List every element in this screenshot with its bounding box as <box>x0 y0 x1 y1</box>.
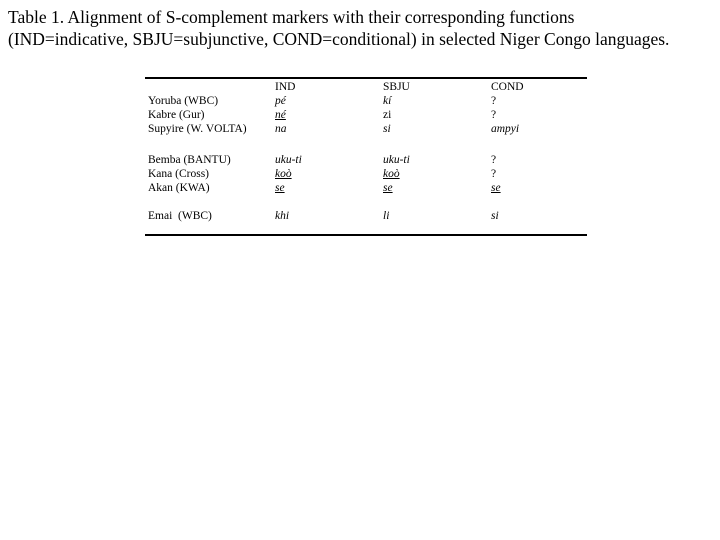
group-3-languages <box>148 209 212 223</box>
ind-cell: khi <box>275 210 290 222</box>
language-cell: Supyire (W. VOLTA) <box>148 123 247 135</box>
language-cell: Emai (WBC) <box>148 210 212 222</box>
ind-cell: se <box>275 182 285 194</box>
cond-cell: se <box>491 182 501 194</box>
header-sbju <box>383 80 410 94</box>
caption-line-2: (IND=indicative, SBJU=subjunctive, COND=conditional) in selected Niger Congo languages. <box>8 29 670 49</box>
complement-markers-table <box>145 77 587 237</box>
cond-cell: ? <box>491 95 497 107</box>
table-top-rule <box>145 77 587 79</box>
group-2-cond <box>491 153 501 195</box>
sbju-cell: kí <box>383 95 392 107</box>
group-1-ind <box>275 94 287 136</box>
ind-cell: pé <box>275 95 286 107</box>
sbju-cell: li <box>383 210 390 222</box>
group-2-ind <box>275 153 302 195</box>
table-caption <box>8 6 713 50</box>
table-bottom-rule <box>145 234 587 236</box>
language-cell: Bemba (BANTU) <box>148 154 231 166</box>
group-3-cond <box>491 209 499 223</box>
cond-cell: ampyi <box>491 123 520 135</box>
cond-cell: ? <box>491 168 497 180</box>
cond-cell: ? <box>491 109 497 121</box>
sbju-cell: si <box>383 123 391 135</box>
header-cond <box>491 80 524 94</box>
sbju-cell: se <box>383 182 393 194</box>
ind-cell: uku-ti <box>275 154 302 166</box>
sbju-cell: zi <box>383 109 392 121</box>
cond-cell: si <box>491 210 499 222</box>
ind-cell: na <box>275 123 287 135</box>
language-cell: Akan (KWA) <box>148 182 210 194</box>
language-cell: Kana (Cross) <box>148 168 209 180</box>
group-1-cond <box>491 94 519 136</box>
ind-cell: né <box>275 109 286 121</box>
group-1-sbju <box>383 94 391 136</box>
language-cell: Kabre (Gur) <box>148 109 205 121</box>
caption-line-1: Table 1. Alignment of S-complement markers with their corresponding functions <box>8 7 575 27</box>
sbju-cell: koò <box>383 168 400 180</box>
header-cond-label: COND <box>491 81 524 93</box>
group-2-languages <box>148 153 231 195</box>
header-ind <box>275 80 295 94</box>
group-1-languages <box>148 94 247 136</box>
header-ind-label: IND <box>275 81 296 93</box>
cond-cell: ? <box>491 154 497 166</box>
header-sbju-label: SBJU <box>383 81 410 93</box>
group-2-sbju <box>383 153 410 195</box>
group-3-ind <box>275 209 289 223</box>
ind-cell: koò <box>275 168 292 180</box>
group-3-sbju <box>383 209 389 223</box>
sbju-cell: uku-ti <box>383 154 410 166</box>
language-cell: Yoruba (WBC) <box>148 95 219 107</box>
